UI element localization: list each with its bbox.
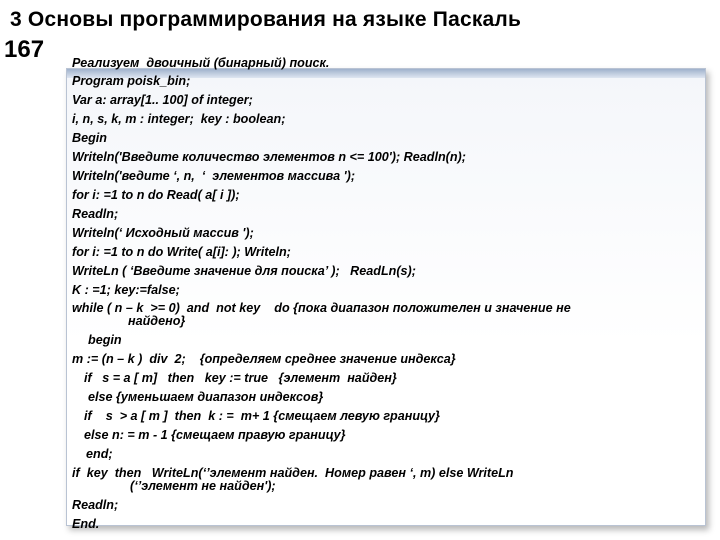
code-line: Readln; (72, 207, 119, 221)
code-line: WriteLn ( ‘Введите значение для поиска’ ); ReadLn(s); (72, 264, 416, 278)
code-line: (‘’элемент не найден'); (130, 479, 276, 493)
code-line: m := (n – k ) div 2; {определяем среднее значение индекса} (72, 352, 456, 366)
code-line: Program poisk_bin; (72, 74, 191, 88)
code-line: K : =1; key:=false; (72, 283, 180, 297)
code-line: Реализуем двоичный (бинарный) поиск. (72, 56, 330, 70)
code-line: i, n, s, k, m : integer; key : boolean; (72, 112, 286, 126)
code-line: end; (86, 447, 113, 461)
code-line: for i: =1 to n do Read( a[ i ]); (72, 188, 240, 202)
slide-title: 3 Основы программирования на языке Паскаль (10, 8, 522, 31)
code-line: for i: =1 to n do Write( a[i]: ); Writeln; (72, 245, 291, 259)
code-line: Writeln('Введите количество элементов n <= 100'); Readln(n); (72, 150, 466, 164)
code-line: Writeln(‘ Исходный массив '); (72, 226, 254, 240)
code-line: Readln; (72, 498, 119, 512)
code-line: else n: = m - 1 {смещаем правую границу} (84, 428, 346, 442)
code-line: End. (72, 517, 100, 531)
slide-number: 167 (4, 36, 45, 63)
code-line: else {уменьшаем диапазон индексов} (88, 390, 324, 404)
code-line: Begin (72, 131, 107, 145)
code-line: begin (88, 333, 122, 347)
code-line: if s = a [ m] then key := true {элемент найден} (84, 371, 397, 385)
code-line: if s > a [ m ] then k : = m+ 1 {смещаем левую границу} (84, 409, 440, 423)
code-line: найдено} (128, 314, 186, 328)
code-line: Writeln('ведите ‘, n, ‘ элементов массива '); (72, 169, 356, 183)
code-line: while ( n – k >= 0) and not key do {пока диапазон положителен и значение не (72, 301, 571, 315)
code-line: Var a: array[1.. 100] of integer; (72, 93, 253, 107)
code-line: if key then WriteLn(‘’элемент найден. Номер равен ‘, m) else WriteLn (72, 466, 514, 480)
